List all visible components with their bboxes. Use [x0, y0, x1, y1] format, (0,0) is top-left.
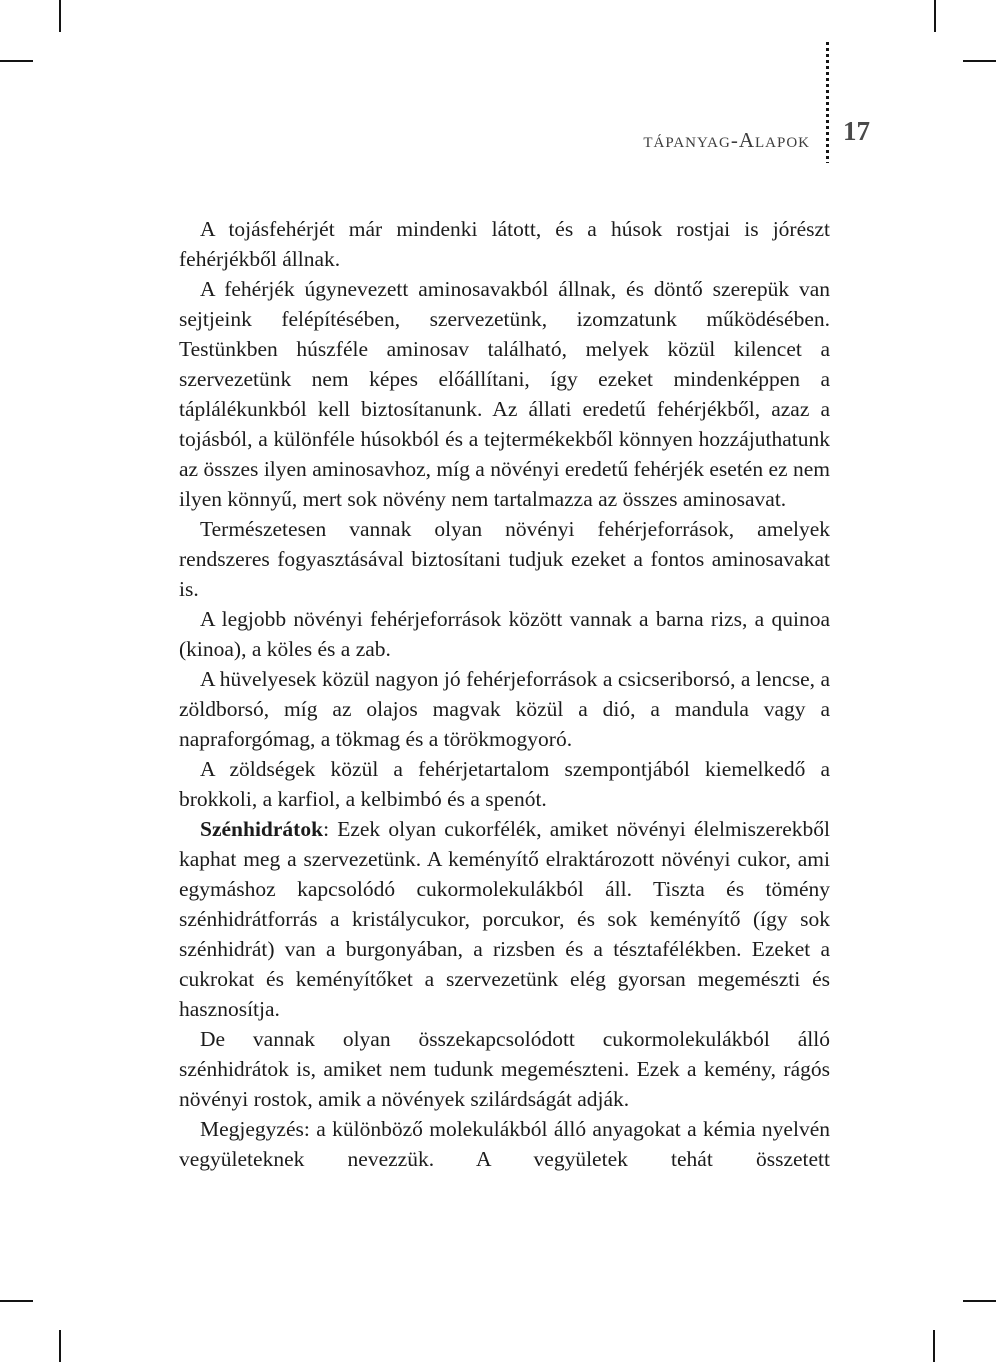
crop-mark-top-right-vertical [934, 0, 936, 32]
running-header-title: tápanyag-Alapok [643, 128, 810, 152]
paragraph: A hüvelyesek közül nagyon jó fehérjeforrások a csicseriborsó, a lencse, a zöldborsó, míg az olajos magvak közül a dió, a mandula vagy a napraforgómag, a tökmag és a törökmogyoró. [179, 667, 830, 751]
paragraph-lead-bold: Szénhidrátok [200, 817, 324, 841]
crop-mark-top-right-horizontal [963, 60, 996, 62]
paragraph: De vannak olyan összekapcsolódott cukormolekulákból álló szénhidrátok is, amiket nem tudunk megemészteni. Ezek a kemény, rágós növényi rostok, amik a növények szilárdságát adják. [179, 1027, 830, 1111]
paragraph: A zöldségek közül a fehérjetartalom szempontjából kiemelkedő a brokkoli, a karfiol, a kelbimbó és a spenót. [179, 757, 830, 811]
paragraph: Szénhidrátok: Ezek olyan cukorfélék, amiket növényi élelmiszerekből kaphat meg a szervezetünk. A keményítő elraktározott növényi cukor, ami egymáshoz kapcsolódó cukormolekulákból áll. Tiszta és tömény szénhidrátforrás a kristálycukor, porcukor, és sok keményítő (így sok szénhidrát) van a burgonyában, a rizsben és a tésztafélékben. Ezeket a cukrokat és keményítőket a szervezetünk elég gyorsan megemészti és hasznosítja. [179, 817, 830, 1021]
crop-mark-bottom-left-horizontal [0, 1300, 33, 1302]
paragraph: Természetesen vannak olyan növényi fehérjeforrások, amelyek rendszeres fogyasztásával biztosítani tudjuk ezeket a fontos aminosavakat is. [179, 517, 830, 601]
page-number: 17 [843, 116, 870, 146]
paragraph: Megjegyzés: a különböző molekulákból álló anyagokat a kémia nyelvén vegyületeknek nevezzük. A vegyületek tehát összetett [179, 1117, 830, 1171]
crop-mark-top-left-horizontal [0, 60, 33, 62]
paragraph: A legjobb növényi fehérjeforrások között vannak a barna rizs, a quinoa (kinoa), a köles és a zab. [179, 607, 830, 661]
crop-mark-bottom-right-horizontal [963, 1300, 996, 1302]
crop-mark-bottom-right-vertical [933, 1330, 935, 1362]
paragraph: A tojásfehérjét már mindenki látott, és a húsok rostjai is jórészt fehérjékből állnak. [179, 217, 830, 271]
crop-mark-bottom-left-vertical [59, 1330, 61, 1362]
crop-mark-top-left-vertical [59, 0, 61, 32]
body-text-block [179, 214, 830, 1174]
paragraph: A fehérjék úgynevezett aminosavakból állnak, és döntő szerepük van sejtjeink felépítésében, szervezetünk, izomzatunk működésében. Testünkben húszféle aminosav található, melyek közül kilencet a szervezetünk nem képes előállítani, így ezeket mindenképpen a táplálékunkból kell biztosítanunk. Az állati eredetű fehérjékből, azaz a tojásból, a különféle húsokból és a tejtermékekből könnyen hozzájuthatunk az összes ilyen aminosavhoz, míg a növényi eredetű fehérjék esetén ez nem ilyen könnyű, mert sok növény nem tartalmazza az összes aminosavat. [179, 277, 830, 511]
header-dotted-divider [826, 42, 829, 163]
